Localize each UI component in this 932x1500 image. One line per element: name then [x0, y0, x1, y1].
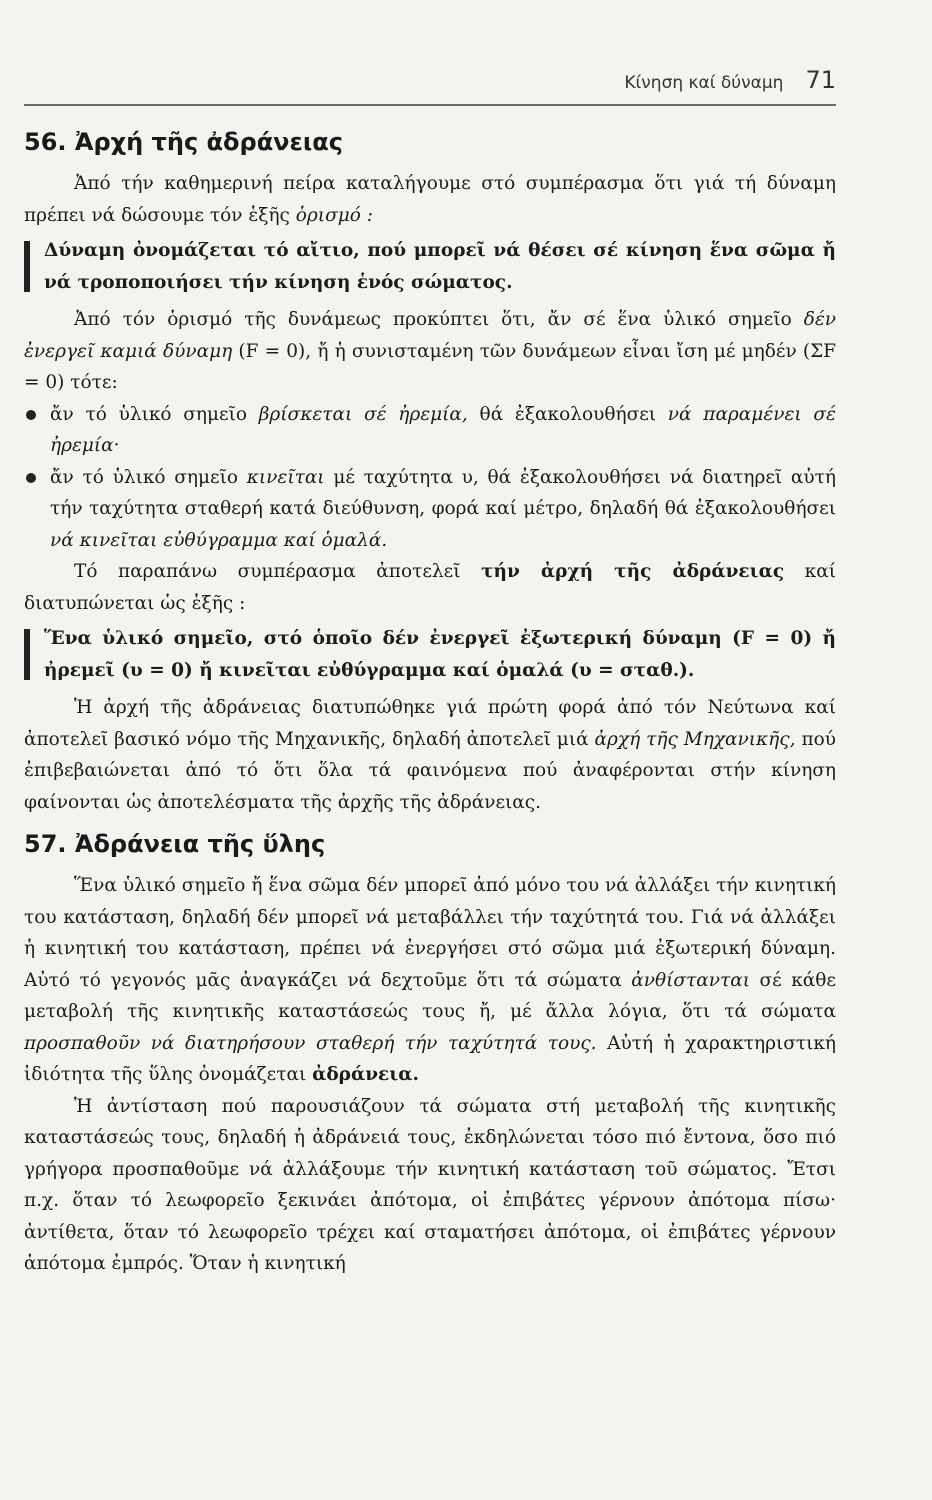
section-57-paragraph-2: Ἡ ἀντίσταση πού παρουσιάζουν τά σώματα στή μεταβολή τῆς κινητικῆς καταστάσεώς τους, δηλαδή ἡ ἀδράνειά τους, ἐκδηλώνεται τόσο πιό ἔντονα, ὅσο πιό γρήγορα προσπαθοῦμε νά ἀλλάξουμε τήν κινητική κατάσταση τοῦ σώματος. Ἔτσι π.χ. ὅταν τό λεωφορεῖο ξεκινάει ἀπότομα, οἱ ἐπιβάτες γέρνουν ἀπότομα πίσω· ἀντίθετα, ὅταν τό λεωφορεῖο τρέχει καί σταματήσει ἀπότομα, οἱ ἐπιβάτες γέρνουν ἀπότομα ἐμπρός. Ὅταν ἡ κινητική — [24, 1095, 836, 1274]
bullet1-text-c: θά ἐξακολουθήσει — [467, 403, 668, 425]
p3-text-c: καί διατυπώνεται ὡς ἑξῆς : — [24, 561, 836, 614]
p4-text-a: Ἡ ἀρχή τῆς ἀδράνειας διατυπώθηκε γιά πρώτη φορά ἀπό τόν Νεύτωνα καί ἀποτελεῖ βασικό νόμο τῆς Μηχανικῆς, δηλαδή ἀποτελεῖ μιά — [24, 697, 836, 750]
p2-text-a: Ἀπό τόν ὁρισμό τῆς δυνάμεως προκύπτει ὅτι, ἄν σέ ἕνα ὑλικό σημεῖο — [74, 309, 804, 330]
s57-text-c: σέ κάθε μεταβολή τῆς κινητικῆς καταστάσεώς τους ἤ, μέ ἄλλα λόγια, ὅτι τά σώματα — [24, 969, 836, 1022]
bullet2-text-a: ἄν τό ὑλικό σημεῖο — [50, 466, 247, 488]
inertia-law-box — [24, 623, 836, 686]
page-number: 71 — [805, 66, 836, 94]
force-definition-box — [24, 235, 836, 298]
bullet2-text-c: μέ ταχύτητα υ, θά ἐξακολουθήσει νά διατηρεῖ αὐτή τήν ταχύτητα σταθερή κατά διεύθυνση, φορά καί μέτρο, δηλαδή θά ἐξακολουθήσει — [50, 466, 836, 519]
section-57-paragraph-1 — [24, 870, 836, 1091]
bullet2-italic-d: νά κινεῖται εὐθύγραμμα καί ὁμαλά. — [50, 529, 388, 551]
section-56-paragraph-3 — [24, 556, 836, 619]
force-definition: Δύναμη ὀνομάζεται τό αἴτιο, πού μπορεῖ νά θέσει σέ κίνηση ἕνα σῶμα ἤ νά τροποποιήσει τήν κίνηση ἑνός σώματος. — [44, 240, 836, 293]
section-56-intro — [24, 168, 836, 231]
bullet-motion — [24, 462, 836, 557]
p2-text-c: (F = 0), ἤ ἡ συνισταμένη τῶν δυνάμεων εἶναι ἴση μέ μηδέν (ΣF = 0) τότε: — [24, 340, 836, 393]
bullet1-text-a: ἄν τό ὑλικό σημεῖο — [50, 403, 259, 425]
bullet2-italic-b: κινεῖται — [246, 466, 325, 488]
s57-italic-d: προσπαθοῦν νά διατηρήσουν σταθερή τήν ταχύτητά τους. — [24, 1032, 597, 1054]
page-body — [24, 128, 836, 1280]
bullet-rest — [24, 399, 836, 462]
section-56-heading: 56. Ἀρχή τῆς ἀδράνειας — [24, 128, 343, 156]
bullet1-italic-b: βρίσκεται σέ ἠρεμία, — [258, 403, 468, 425]
bullet-dot-icon — [26, 410, 36, 420]
inertia-law: Ἕνα ὑλικό σημεῖο, στό ὁποῖο δέν ἐνεργεῖ ἐξωτερική δύναμη (F = 0) ἤ ἠρεμεῖ (υ = 0) ἤ κινεῖται εὐθύγραμμα καί ὁμαλά (υ = σταθ.). — [44, 628, 836, 681]
section-56-paragraph-4 — [24, 692, 836, 818]
p4-italic: ἀρχή τῆς Μηχανικῆς, — [594, 728, 796, 750]
section-56-paragraph-2 — [24, 304, 836, 399]
header-title: Κίνηση καί δύναμη — [624, 73, 784, 93]
running-header — [624, 66, 836, 94]
s57-text-e: Αὐτή ἡ χαρακτηριστική ἰδιότητα τῆς ὕλης ὀνομάζεται — [24, 1032, 837, 1085]
p4-text-c: πού ἐπιβεβαιώνεται ἀπό τό ὅτι ὅλα τά φαινόμενα πού ἀναφέρονται στήν κίνηση φαίνονται ὡς ἀποτελέσματα τῆς ἀρχῆς τῆς ἀδράνειας. — [24, 728, 836, 813]
bullet1-italic-d: νά παραμένει σέ ἠρεμία· — [50, 403, 836, 456]
s57-text-a: Ἕνα ὑλικό σημεῖο ἤ ἕνα σῶμα δέν μπορεῖ ἀπό μόνο του νά ἀλλάξει τήν κινητική του κατάσταση, δηλαδή δέν μπορεῖ νά μεταβάλλει τήν ταχύτητά του. Γιά νά ἀλλάξει ἡ κινητική του κατάσταση, πρέπει νά ἐνεργήσει στό σῶμα μιά ἐξωτερική δύναμη. Αὐτό τό γεγονός μᾶς ἀναγκάζει νά δεχτοῦμε ὅτι τά σώματα — [24, 875, 836, 991]
section-57-heading: 57. Ἀδράνεια τῆς ὕλης — [24, 830, 326, 858]
law-marker-bar — [24, 629, 30, 680]
intro-term: ὁρισμό : — [295, 204, 373, 226]
definition-marker-bar — [24, 241, 30, 292]
header-rule — [24, 104, 836, 106]
bullet-dot-icon — [26, 473, 36, 483]
s57-bold-f: ἀδράνεια. — [312, 1064, 419, 1085]
p3-bold: τήν ἀρχή τῆς ἀδράνειας — [481, 561, 785, 582]
s57-italic-b: ἀνθίστανται — [631, 969, 750, 991]
intro-text: Ἀπό τήν καθημερινή πείρα καταλήγουμε στό συμπέρασμα ὅτι γιά τή δύναμη πρέπει νά δώσουμε τόν ἑξῆς — [24, 173, 836, 226]
p3-text-a: Τό παραπάνω συμπέρασμα ἀποτελεῖ — [74, 561, 482, 582]
p2-italic: δέν ἐνεργεῖ καμιά δύναμη — [24, 309, 836, 362]
